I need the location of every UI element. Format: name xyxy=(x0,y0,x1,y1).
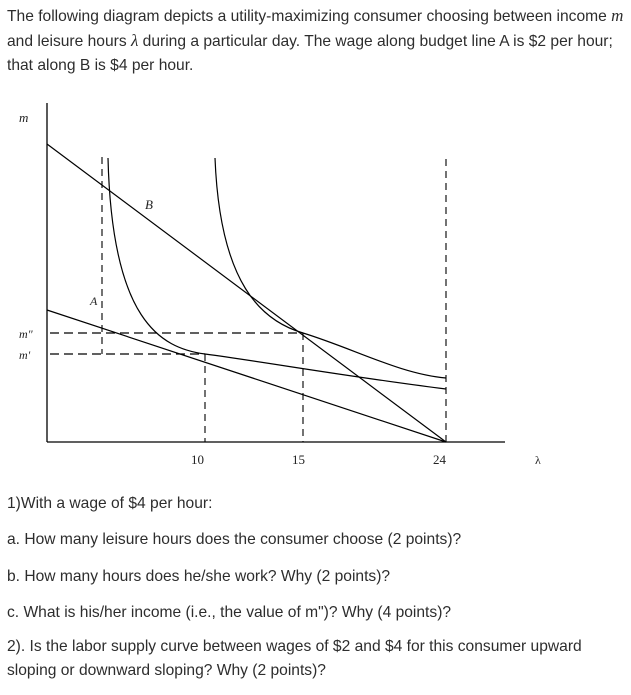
budget-line-b xyxy=(47,144,446,442)
intro-var-m: m xyxy=(611,6,624,25)
intro-text-3: during a particular day. The wage along budget line A is $2 per hour; that along B is $4 per hour. xyxy=(7,33,613,74)
y-axis-label: m xyxy=(19,110,29,125)
question-2: 2). Is the labor supply curve between wages of $2 and $4 for this consumer upward sloping or downward sloping? Why (2 points)? xyxy=(7,638,582,679)
consumer-choice-diagram xyxy=(0,95,631,480)
y-tick-m-prime: m' xyxy=(19,348,31,362)
x-tick-10: 10 xyxy=(191,452,204,467)
line-label-a: A xyxy=(90,294,98,308)
intro-var-lambda: λ xyxy=(130,31,139,50)
x-axis-label: λ xyxy=(535,453,541,467)
intro-text-1: The following diagram depicts a utility-maximizing consumer choosing between income xyxy=(7,8,612,25)
question-1a: a. How many leisure hours does the consumer choose (2 points)? xyxy=(7,531,462,548)
line-label-b: B xyxy=(145,197,153,212)
intro-text-2: and leisure hours xyxy=(7,33,131,50)
indifference-curve-low xyxy=(108,158,446,389)
y-tick-m-double-prime: m" xyxy=(19,327,33,341)
indifference-curve-high xyxy=(215,158,446,378)
x-tick-15: 15 xyxy=(292,452,305,467)
question-1b: b. How many hours does he/she work? Why (2 points)? xyxy=(7,568,391,585)
question-1c: c. What is his/her income (i.e., the value of m")? Why (4 points)? xyxy=(7,604,452,621)
problem-intro xyxy=(7,4,629,78)
question-1-heading: 1)With a wage of $4 per hour: xyxy=(7,495,213,512)
budget-line-a xyxy=(47,310,446,442)
x-tick-24: 24 xyxy=(433,452,446,467)
